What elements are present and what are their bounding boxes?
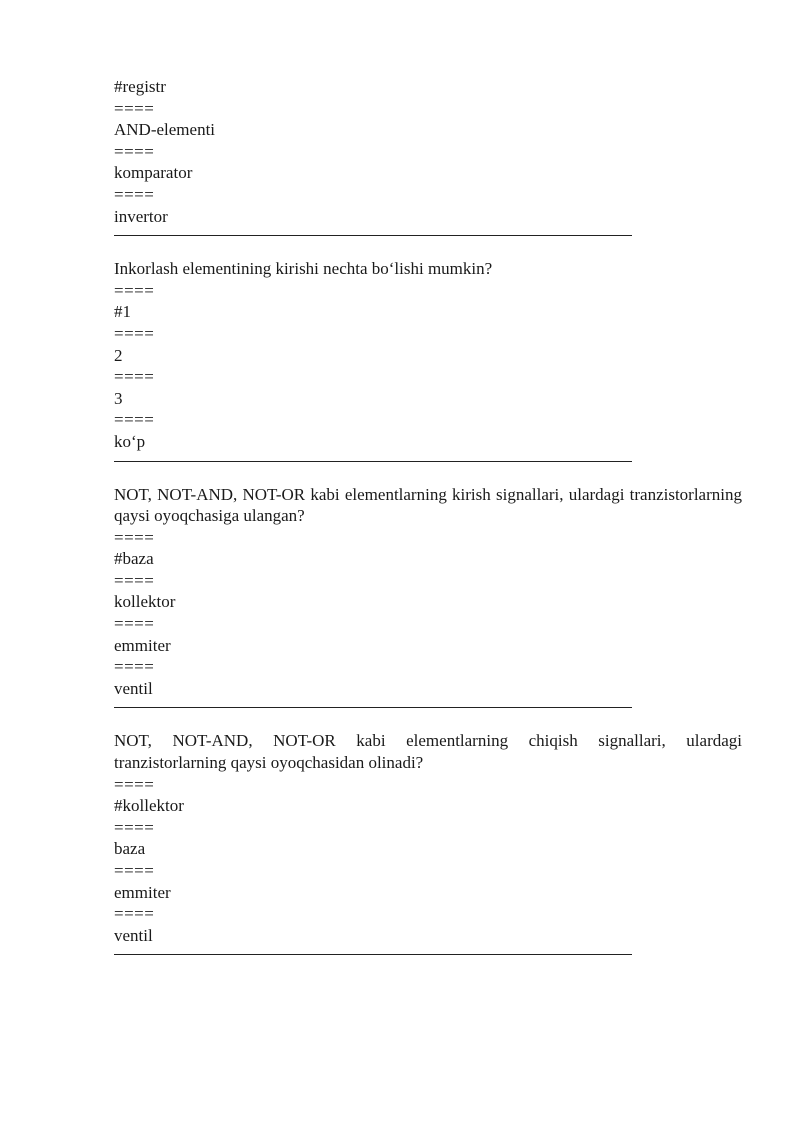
separator: ==== [114, 98, 155, 118]
answer-option-correct: #1 [114, 302, 131, 322]
answer-option: komparator [114, 163, 193, 183]
answer-option: kollektor [114, 592, 176, 612]
horizontal-rule [114, 707, 632, 708]
separator: ==== [114, 657, 155, 677]
separator: ==== [114, 527, 155, 547]
answer-option: invertor [114, 206, 168, 226]
separator: ==== [114, 280, 155, 300]
question-text: Inkorlash elementining kirishi nechta bo‘lishi mumkin? [114, 259, 493, 279]
answer-option: baza [114, 839, 146, 859]
answer-option: AND-elementi [114, 120, 216, 140]
answer-option: ko‘p [114, 431, 146, 451]
separator: ==== [114, 323, 155, 343]
answer-option: emmiter [114, 882, 171, 902]
question-block [114, 484, 742, 709]
separator: ==== [114, 614, 155, 634]
answer-option-correct: #kollektor [114, 796, 184, 816]
answer-option: emmiter [114, 635, 171, 655]
separator: ==== [114, 904, 155, 924]
answer-option: 3 [114, 388, 123, 408]
document-page [114, 76, 742, 977]
separator: ==== [114, 410, 155, 430]
question-block [114, 730, 742, 955]
answer-option: 2 [114, 345, 123, 365]
question-text: NOT, NOT-AND, NOT-OR kabi elementlarning kirish signallari, ulardagi tranzistorlarning qaysi oyoqchasiga ulangan? [114, 484, 742, 526]
answer-option: ventil [114, 925, 153, 945]
question-text: NOT, NOT-AND, NOT-OR kabi elementlarning chiqish signallari, ulardagi tranzistorlarning qaysi oyoqchasidan olinadi? [114, 731, 742, 773]
separator: ==== [114, 184, 155, 204]
separator: ==== [114, 817, 155, 837]
answer-option-correct: #registr [114, 77, 166, 96]
separator: ==== [114, 774, 155, 794]
separator: ==== [114, 861, 155, 880]
separator: ==== [114, 367, 155, 387]
horizontal-rule [114, 954, 632, 955]
horizontal-rule [114, 235, 632, 236]
separator: ==== [114, 570, 155, 590]
answer-option-correct: #baza [114, 549, 154, 569]
separator: ==== [114, 141, 155, 161]
question-block [114, 76, 742, 236]
question-block [114, 258, 742, 461]
answer-option: ventil [114, 678, 153, 698]
horizontal-rule [114, 461, 632, 462]
